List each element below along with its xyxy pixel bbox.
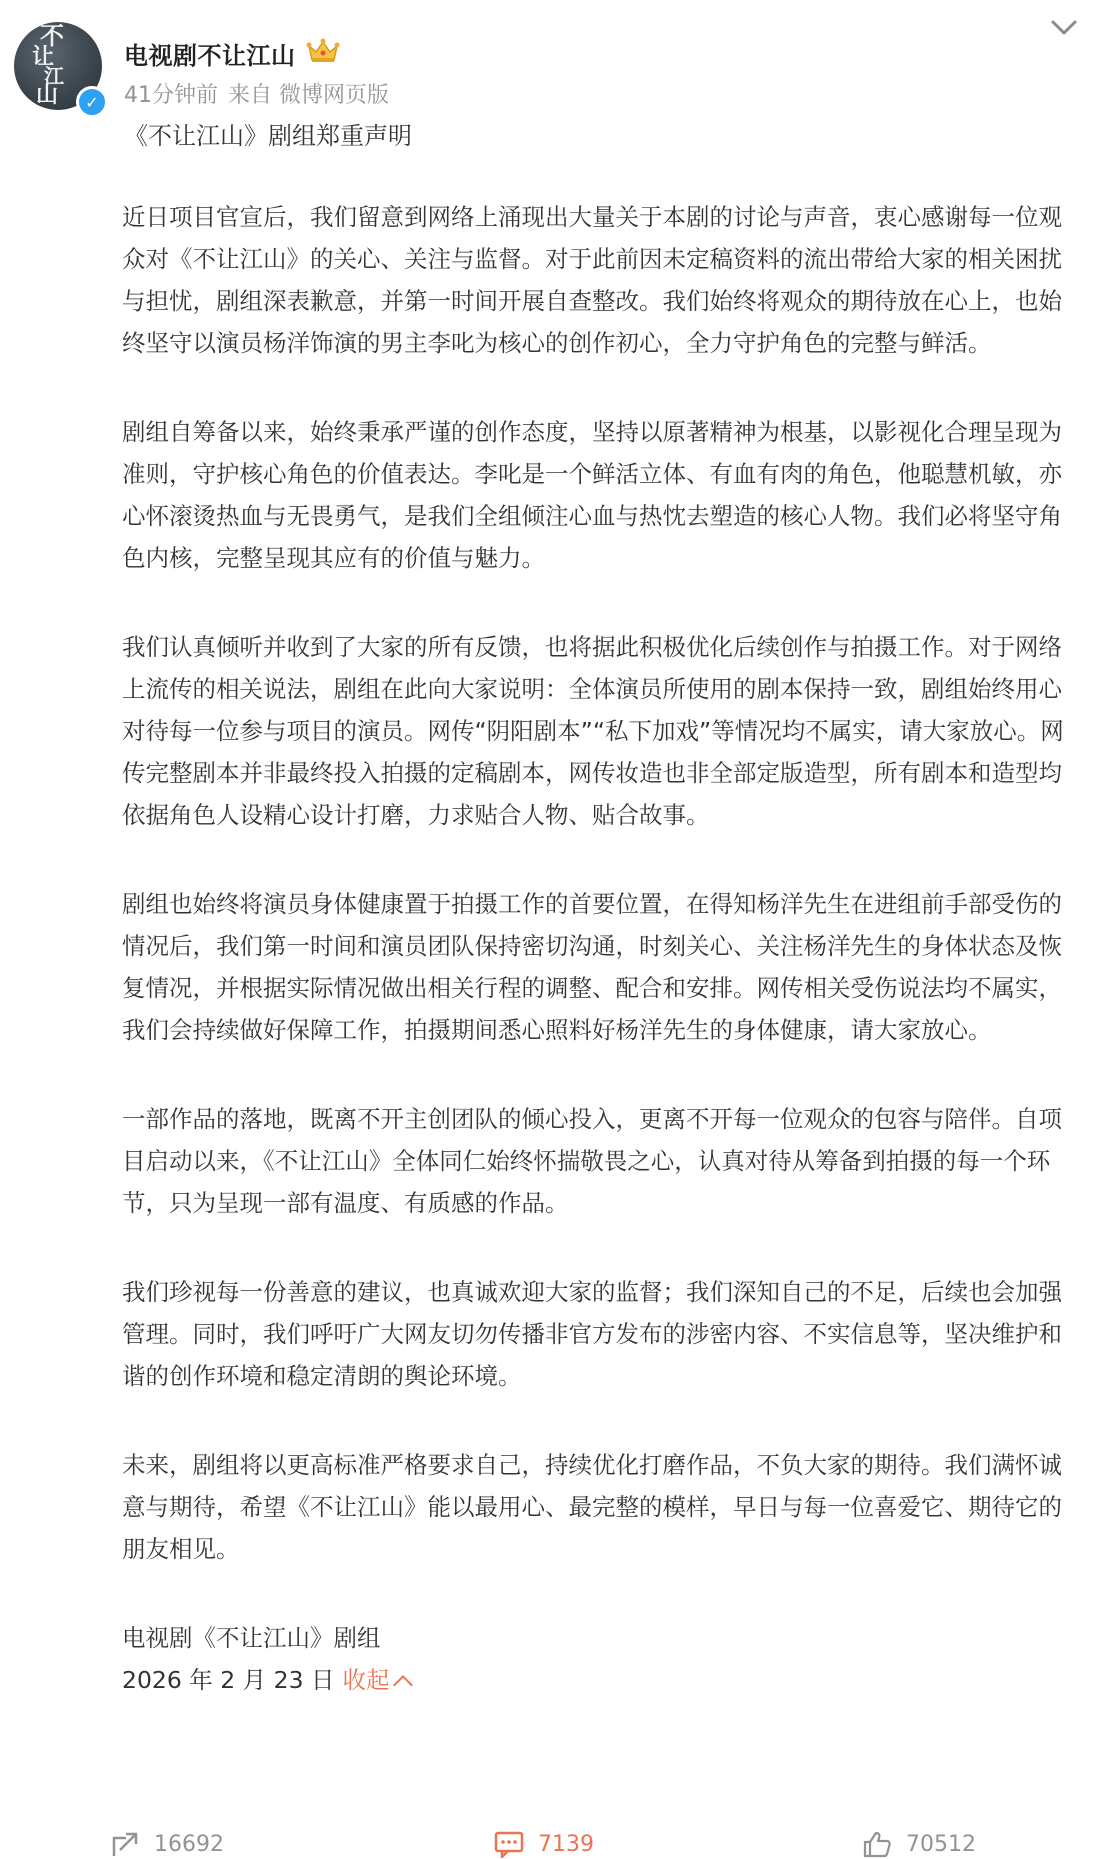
collapse-button[interactable] <box>343 1666 410 1694</box>
signature-org: 电视剧《不让江山》剧组 <box>122 1624 381 1652</box>
comment-count: 7139 <box>538 1831 594 1857</box>
post-time[interactable]: 41分钟前 <box>124 83 218 108</box>
post-source: 来自 微博网页版 <box>228 83 389 108</box>
signature-date: 2026 年 2 月 23 日 <box>122 1666 335 1694</box>
paragraph: 未来，剧组将以更高标准严格要求自己，持续优化打磨作品，不负大家的期待。我们满怀诚意与期待，希望《不让江山》能以最用心、最完整的模样，早日与每一位喜爱它、期待它的朋友相见。 <box>122 1451 1062 1563</box>
repost-button[interactable] <box>110 1830 224 1858</box>
crown-icon[interactable] <box>306 38 340 64</box>
avatar-char-3: 江 <box>44 64 64 88</box>
paragraph: 剧组也始终将演员身体健康置于拍摄工作的首要位置，在得知杨洋先生在进组前手部受伤的情况后，我们第一时间和演员团队保持密切沟通，时刻关心、关注杨洋先生的身体状态及恢复情况，并根据实际情况做出相关行程的调整、配合和安排。网传相关受伤说法均不属实，我们会持续做好保障工作，拍摄期间悉心照料好杨洋先生的身体健康，请大家放心。 <box>122 890 1062 1044</box>
verified-icon: ✓ <box>76 86 108 118</box>
like-icon <box>862 1830 892 1858</box>
comment-button[interactable] <box>494 1830 594 1858</box>
signature-date-line <box>122 1659 1068 1701</box>
post-headline: 《不让江山》剧组郑重声明 <box>124 122 412 150</box>
chevron-down-icon[interactable] <box>1048 16 1080 40</box>
avatar-char-2: 让 <box>32 44 55 70</box>
paragraph: 剧组自筹备以来，始终秉承严谨的创作态度，坚持以原著精神为根基，以影视化合理呈现为准则，守护核心角色的价值表达。李叱是一个鲜活立体、有血有肉的角色，他聪慧机敏，亦心怀滚烫热血与无畏勇气，是我们全组倾注心血与热忱去塑造的核心人物。我们必将坚守角色内核，完整呈现其应有的价值与魅力。 <box>122 418 1062 572</box>
avatar-char-4: 山 <box>36 82 59 108</box>
paragraph: 我们认真倾听并收到了大家的所有反馈，也将据此积极优化后续创作与拍摄工作。对于网络上流传的相关说法，剧组在此向大家说明：全体演员所使用的剧本保持一致，剧组始终用心对待每一位参与项目的演员。网传“阴阳剧本”“私下加戏”等情况均不属实，请大家放心。网传完整剧本并非最终投入拍摄的定稿剧本，网传妆造也非全部定版造型，所有剧本和造型均依据角色人设精心设计打磨，力求贴合人物、贴合故事。 <box>122 633 1064 829</box>
paragraph: 我们珍视每一份善意的建议，也真诚欢迎大家的监督；我们深知自己的不足，后续也会加强管理。同时，我们呼吁广大网友切勿传播非官方发布的涉密内容、不实信息等，坚决维护和谐的创作环境和稳定清朗的舆论环境。 <box>122 1278 1062 1390</box>
avatar-char-1: 不 <box>40 22 64 50</box>
repost-icon <box>110 1830 140 1858</box>
like-count: 70512 <box>906 1831 976 1857</box>
comment-icon <box>494 1830 524 1858</box>
paragraph: 近日项目官宣后，我们留意到网络上涌现出大量关于本剧的讨论与声音，衷心感谢每一位观众对《不让江山》的关心、关注与监督。对于此前因未定稿资料的流出带给大家的相关困扰与担忧，剧组深表歉意，并第一时间开展自查整改。我们始终将观众的期待放在心上，也始终坚守以演员杨洋饰演的男主李叱为核心的创作初心，全力守护角色的完整与鲜活。 <box>122 203 1062 357</box>
action-bar <box>0 1830 1094 1859</box>
chevron-up-icon <box>393 1675 413 1695</box>
paragraph: 一部作品的落地，既离不开主创团队的倾心投入，更离不开每一位观众的包容与陪伴。自项目启动以来，《不让江山》全体同仁始终怀揣敬畏之心，认真对待从筹备到拍摄的每一个环节，只为呈现一部有温度、有质感的作品。 <box>122 1105 1062 1217</box>
like-button[interactable] <box>862 1830 976 1858</box>
collapse-label: 收起 <box>342 1666 390 1694</box>
repost-count: 16692 <box>154 1831 224 1857</box>
author-name[interactable]: 电视剧不让江山 <box>124 42 296 70</box>
post-meta <box>124 78 399 109</box>
post-body <box>122 196 1068 1701</box>
